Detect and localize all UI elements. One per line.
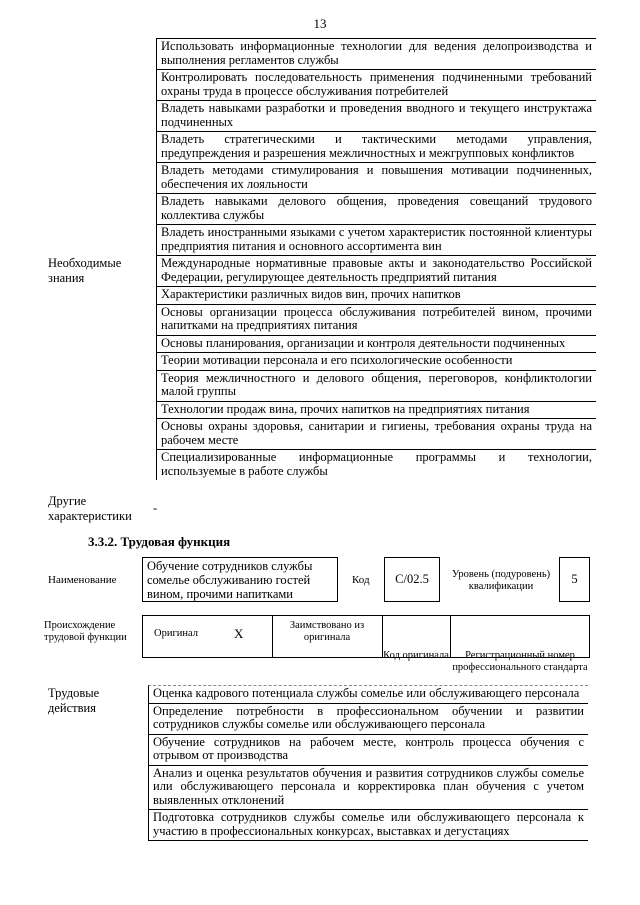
registration-number-caption: Регистрационный номер профессионального стандарта [452, 650, 588, 673]
skill-item: Владеть иностранными языками с учетом характеристик постоянной клиентуры предприятия питания и основного ассортимента вин [156, 225, 596, 256]
name-label: Наименование [48, 574, 117, 586]
skill-item: Владеть методами стимулирования и повышения мотивации подчиненных, обеспечения их лояльности [156, 163, 596, 194]
action-item: Анализ и оценка результатов обучения и развития сотрудников службы сомелье или обслуживающего персонала и корректировка план обучения с учетом выявленных отклонений [148, 766, 588, 811]
page-number: 13 [313, 16, 327, 31]
qualification-level-value: 5 [571, 572, 578, 586]
function-code-box [384, 557, 440, 602]
action-item: Подготовка сотрудников службы сомелье или обслуживающего персонала к участию в профессиональных конкурсах, выставках и дегустациях [148, 810, 588, 841]
qualification-level-label: Уровень (подуровень) квалификации [451, 569, 551, 592]
action-item: Оценка кадрового потенциала службы сомелье или обслуживающего персонала [148, 685, 588, 704]
section-heading: 3.3.2. Трудовая функция [88, 534, 231, 549]
labour-actions-section [48, 685, 596, 841]
knowledge-item: Международные нормативные правовые акты и законодательство Российской Федерации, регулирующее деятельность предприятий питания [156, 256, 596, 287]
origin-divider [272, 615, 273, 658]
knowledge-row [48, 256, 596, 480]
origin-label: Происхождение трудовой функции [44, 620, 127, 643]
skills-row [48, 38, 596, 256]
skill-item: Владеть навыками делового общения, проведения совещаний трудового коллектива службы [156, 194, 596, 225]
knowledge-label: Необходимые знания [48, 256, 122, 285]
function-code-value: C/02.5 [395, 572, 429, 586]
other-characteristics-label: Другие характеристики [48, 494, 132, 523]
knowledge-item: Теория межличностного и делового общения, переговоров, конфликтологии малой группы [156, 371, 596, 402]
action-item: Определение потребности в профессиональном обучении и развитии сотрудников службы сомелье или обслуживающего персонала [148, 704, 588, 735]
code-original-caption: Код оригинала [383, 650, 449, 661]
skills-list [156, 38, 596, 256]
knowledge-item: Основы охраны здоровья, санитарии и гигиены, требования охраны труда на рабочем месте [156, 419, 596, 450]
knowledge-item: Теории мотивации персонала и его психологические особенности [156, 353, 596, 371]
skill-item: Использовать информационные технологии для ведения делопроизводства и выполнения регламентов службы [156, 38, 596, 70]
actions-row [48, 685, 596, 841]
action-item: Обучение сотрудников на рабочем месте, контроль процесса обучения с отрывом от производства [148, 735, 588, 766]
knowledge-item: Основы организации процесса обслуживания потребителей вином, прочими напитками на предприятиях питания [156, 305, 596, 336]
knowledge-item: Специализированные информационные программы и технологии, используемые в работе службы [156, 450, 596, 480]
knowledge-item: Основы планирования, организации и контроля деятельности подчиненных [156, 336, 596, 354]
knowledge-item: Характеристики различных видов вин, прочих напитков [156, 287, 596, 305]
skill-item: Владеть навыками разработки и проведения вводного и текущего инструктажа подчиненных [156, 101, 596, 132]
function-name-box: Обучение сотрудников службы сомелье обслуживанию гостей вином, прочими напитками [142, 557, 338, 602]
skill-item: Контролировать последовательность применения подчиненными требований охраны труда в процессе обслуживания потребителей [156, 70, 596, 101]
actions-list [148, 685, 588, 841]
other-characteristics-value: - [153, 501, 158, 515]
original-mark: X [234, 626, 244, 641]
knowledge-item: Технологии продаж вина, прочих напитков на предприятиях питания [156, 402, 596, 420]
skills-label [48, 38, 156, 256]
skill-item: Владеть стратегическими и тактическими методами управления, предупреждения и разрешения межличностных и межгрупповых конфликтов [156, 132, 596, 163]
knowledge-list [156, 256, 596, 480]
qualification-level-box [559, 557, 590, 602]
original-label: Оригинал [154, 628, 198, 639]
code-label: Код [352, 574, 370, 586]
actions-label: Трудовые действия [48, 686, 100, 715]
borrowed-label: Заимствовано из оригинала [289, 620, 365, 643]
requirements-section [48, 38, 596, 480]
